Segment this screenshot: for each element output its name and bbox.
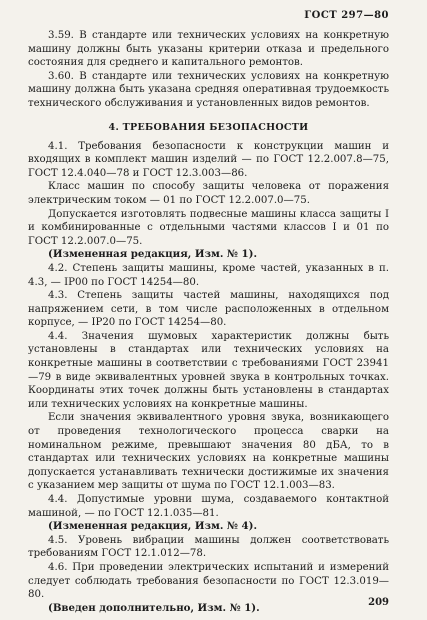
paragraph-allowed-manufacture: Допускается изготовлять подвесные машины класса защиты I и комбинированные с отдельными частями классов I и 01 по ГОСТ 12.2.007.0—75. xyxy=(28,208,389,247)
paragraph-3-59: 3.59. В стандарте или технических условиях на конкретную машину должны быть указаны критерии отказа и предельного состояния для среднего и капитального ремонтов. xyxy=(28,30,389,69)
paragraph-4-1: 4.1. Требования безопасности к конструкции машин и входящих в комплект машин изделий — по ГОСТ 12.2.007.8—75, ГОСТ 12.4.040—78 и ГОСТ 12.3.003—86. xyxy=(28,140,389,179)
paragraph-3-60: 3.60. В стандарте или технических условиях на конкретную машину должна быть указана средняя оперативная трудоемкость технического обслуживания и установленных видов ремонтов. xyxy=(28,70,389,109)
page-number: 209 xyxy=(368,597,389,608)
paragraph-4-6: 4.6. При проведении электрических испытаний и измерений следует соблюдать требования безопасности по ГОСТ 12.3.019—80. xyxy=(28,561,389,601)
section-title: 4. ТРЕБОВАНИЯ БЕЗОПАСНОСТИ xyxy=(108,121,309,133)
amendment-note-4: (Измененная редакция, Изм. № 4). xyxy=(48,520,258,533)
amendment-note-1: (Измененная редакция, Изм. № 1). xyxy=(48,248,258,261)
paragraph-sound-level: Если значения эквивалентного уровня звука, возникающего от проведения технологического процесса сварки на номинальном режиме, превышают значения 80 дБА, то в стандартах или технических условиях на конкретные машины допускается устанавливать технически достижимые их значения с указанием мер защиты от шума по ГОСТ 12.1.003—83. xyxy=(28,412,389,492)
standard-header: ГОСТ 297—80 xyxy=(304,10,389,21)
paragraph-class-protection: Класс машин по способу защиты человека от поражения электрическим током — 01 по ГОСТ 12.2.007.0—75. xyxy=(28,181,389,206)
paragraph-4-2: 4.2. Степень защиты машины, кроме частей, указанных в п. 4.3, — IP00 по ГОСТ 14254—80. xyxy=(28,262,389,288)
paragraph-4-3: 4.3. Степень защиты частей машины, находящихся под напряжением сети, в том числе расположенных в отдельном корпусе, — IP20 по ГОСТ 14254—80. xyxy=(28,290,389,329)
paragraph-4-4-noise: 4.4. Допустимые уровни шума, создаваемого контактной машиной, — по ГОСТ 12.1.035—81. xyxy=(28,494,389,519)
paragraph-4-5: 4.5. Уровень вибрации машины должен соответствовать требованиям ГОСТ 12.1.012—78. xyxy=(28,534,389,560)
amendment-note-added: (Введен дополнительно, Изм. № 1). xyxy=(48,601,260,614)
paragraph-4-4: 4.4. Значения шумовых характеристик должны быть установлены в стандартах или технических условиях на конкретные машины в соответствии с требованиями ГОСТ 23941—79 в виде эквивалентных уровней звука в контрольных точках. Координаты этих точек должны быть установлены в стандартах или технических условиях на конкретные машины. xyxy=(28,330,389,410)
